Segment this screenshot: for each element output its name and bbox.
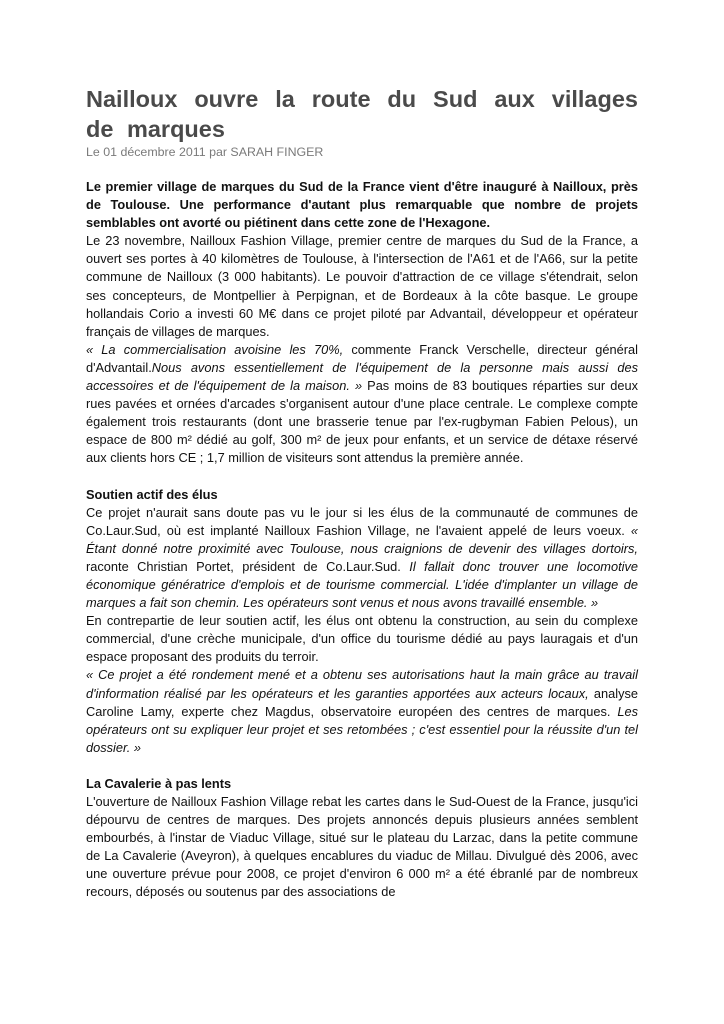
quote-text: Les opérateurs ont su expliquer leur projet et ses retombées ; c'est essentiel pour la réussite d'un tel dossier. » <box>86 703 638 755</box>
body-text: Ce projet n'aurait sans doute pas vu le jour si les élus de la communauté de communes de Co.Laur.Sud, où est implanté Nailloux Fashion Village, ne l'avaient appelé de leurs voeux. <box>86 504 638 538</box>
body-text: commente Franck Verschelle, directeur général d'Advantail. <box>86 341 638 375</box>
quote-text: « Ce projet a été rondement mené et a obtenu ses autorisations haut la main grâce au travail d'information réalisé par les opérateurs et les garanties apportées aux acteurs locaux, <box>86 667 638 701</box>
paragraph-2 <box>86 341 638 468</box>
paragraph-4: En contrepartie de leur soutien actif, les élus ont obtenu la construction, au sein du complexe commercial, d'une crèche municipale, d'un office du tourisme dédié au pays lauragais et d'un espace proposant des produits du terroir. <box>86 613 638 665</box>
quote-text: « Étant donné notre proximité avec Toulouse, nous craignions de devenir des villages dortoirs, <box>86 522 638 556</box>
section-heading: Soutien actif des élus <box>86 486 218 502</box>
body-text: Pas moins de 83 boutiques réparties sur deux rues pavées et ornées d'arcades s'organisent autour d'une place centrale. Le complexe compte également trois restaurants (dont une brasserie tenue par l'ex-rugbyman Fabien Pelous), un espace de 800 m² dédié au golf, 300 m² de jeux pour enfants, et un service de détaxe réservé aux clients hors CE ; 1,7 million de visiteurs sont attendus la première année. <box>86 378 638 466</box>
section-heading: La Cavalerie à pas lents <box>86 775 232 791</box>
article-lead: Le premier village de marques du Sud de la France vient d'être inauguré à Nailloux, près de Toulouse. Une performance d'autant plus remarquable que nombre de projets semblables ont avorté ou piétinent dans cette zone de l'Hexagone. <box>86 179 638 231</box>
section-soutien <box>86 486 638 757</box>
body-text: raconte Christian Portet, président de Co.Laur.Sud. <box>86 558 401 574</box>
quote-text: Il fallait donc trouver une locomotive économique génératrice d'emplois et de tourisme commercial. L'idée d'implanter un village de marques a fait son chemin. Les opérateurs sont venus et nous avons travaillé ensemble. » <box>86 558 639 611</box>
paragraph-1: Le 23 novembre, Nailloux Fashion Village, premier centre de marques du Sud de la France, a ouvert ses portes à 40 kilomètres de Toulouse, à l'intersection de l'A61 et de l'A66, sur la petite commune de Nailloux (3 000 habitants). Le pouvoir d'attraction de ce village s'étendrait, selon ses concepteurs, de Montpellier à Perpignan, et de Bordeaux à la côte basque. Le groupe hollandais Corio a investi 60 M€ dans ce projet piloté par Advantail, développeur et opérateur français de villages de marques. <box>86 233 638 339</box>
quote-text: Nous avons essentiellement de l'équipement de la personne mais aussi des accessoires et de l'équipement de la maison. » <box>86 359 638 394</box>
article-title: Nailloux ouvre la route du Sud aux villages de marques <box>86 86 638 142</box>
paragraph-6: L'ouverture de Nailloux Fashion Village rebat les cartes dans le Sud-Ouest de la France, jusqu'ici dépourvu de centres de marques. Des projets annoncés depuis plusieurs années semblent embourbés, à l'instar de Viaduc Village, situé sur le plateau du Larzac, dans la petite commune de La Cavalerie (Aveyron), à quelques encablures du viaduc de Millau. Divulgué dès 2006, avec une ouverture prévue pour 2008, ce projet d'environ 6 000 m² a été ébranlé par de nombreux recours, déposés ou soutenus par des associations de <box>86 794 638 900</box>
body-text: analyse Caroline Lamy, experte chez Magdus, observatoire européen des centres de marques. <box>86 685 638 719</box>
article-byline: Le 01 décembre 2011 par SARAH FINGER <box>86 145 324 159</box>
quote-text: « La commercialisation avoisine les 70%, <box>86 341 344 357</box>
paragraph-3 <box>86 504 638 613</box>
section-cavalerie <box>86 775 638 902</box>
paragraph-5 <box>86 666 638 756</box>
